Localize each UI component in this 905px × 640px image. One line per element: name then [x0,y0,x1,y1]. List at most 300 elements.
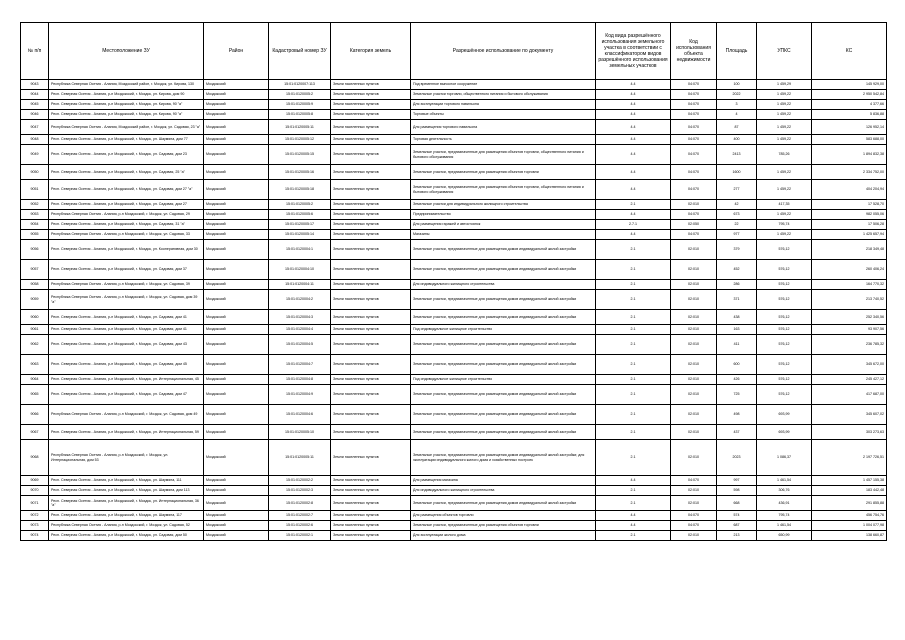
cell-use-code: 2.1 [596,310,671,325]
cell-use-code: 2.1 [596,260,671,280]
document-sheet [20,22,886,541]
cell-use-code: 4.4 [596,180,671,200]
cell-cadastral-number: 15:01:0120005:14 [269,230,331,240]
cell-number: 9062 [21,335,49,355]
cell-upks: 576,12 [757,335,812,355]
cell-cadastral-number: 15:01:0120002:3 [269,486,331,496]
cell-number: 9046 [21,110,49,120]
cell-number: 9068 [21,440,49,476]
cell-land-category: Земли населенных пунктов [331,260,411,280]
cell-ks: 213 740,52 [812,290,887,310]
cell-upks: 576,12 [757,290,812,310]
cell-object-use-code: 04:070 [671,145,717,165]
cell-district: Моздокский [204,440,269,476]
cell-number: 9052 [21,200,49,210]
cell-district: Моздокский [204,240,269,260]
cell-object-use-code: 02:010 [671,290,717,310]
cell-cadastral-number: 15:01:0120004:11 [269,280,331,290]
cell-upks: 576,12 [757,260,812,280]
cell-cadastral-number: 15:01:0120005:8 [269,110,331,120]
cell-cadastral-number: 15:01:0120004:6 [269,405,331,425]
cell-location: Респ. Северная Осетия - Алания, р-н Моздокский, г. Моздок, ул. Садовая, 25 "а" [49,165,204,180]
cell-use-code: 2.1 [596,405,671,425]
cell-use-code: 4.4 [596,230,671,240]
table-row [21,325,887,335]
cell-area: 498 [717,405,757,425]
cell-upks: 576,12 [757,280,812,290]
cell-land-category: Земли населенных пунктов [331,100,411,110]
cell-land-category: Земли населенных пунктов [331,290,411,310]
cell-permitted-use: Предпринимательство [411,210,596,220]
cell-upks: 436,91 [757,496,812,511]
cell-use-code: 4.4 [596,90,671,100]
cell-object-use-code: 04:070 [671,165,717,180]
cell-upks: 417,35 [757,200,812,210]
cell-object-use-code: 02:010 [671,405,717,425]
cell-location: Респ. Северная Осетия - Алания, р-н Моздокский, г. Моздок, ул. Кирова, дом 90 [49,90,204,100]
cell-area: 42 [717,200,757,210]
cell-area: 277 [717,180,757,200]
cell-upks: 1 459,22 [757,230,812,240]
cell-object-use-code: 04:070 [671,476,717,486]
table-row [21,120,887,135]
cell-ks: 260 406,24 [812,260,887,280]
cell-number: 9070 [21,486,49,496]
cell-permitted-use: Земельные участки, предназначенные для размещения домов индивидуальной жилой застройки [411,355,596,375]
cell-use-code: 2.1 [596,280,671,290]
table-row [21,100,887,110]
cell-permitted-use: Земельные участки, предназначенные для размещения домов индивидуальной жилой застройки; для эксплуатации индивидуального жилого дома и хозяйственных построек [411,440,596,476]
cell-district: Моздокский [204,290,269,310]
cell-location: Республика Северная Осетия - Алания, р-н Моздокский, г. Моздок, ул. Садовая, 29 [49,210,204,220]
cell-upks: 1 459,22 [757,210,812,220]
cell-area: 411 [717,335,757,355]
cell-location: Респ. Северная Осетия - Алания, р-н Моздокский, г. Моздок, ул. Интернациональная, 45 [49,375,204,385]
cell-ks: 4 377,66 [812,100,887,110]
cell-ks: 145 929,00 [812,80,887,90]
cell-cadastral-number: 15:01:0120005:11 [269,440,331,476]
cell-use-code: 4.4 [596,100,671,110]
cell-permitted-use: Земельные участки, предназначенные для размещения домов индивидуальной жилой застройки [411,405,596,425]
cell-permitted-use: Земельные участки, предназначенные для размещения домов индивидуальной жилой застройки [411,335,596,355]
cell-cadastral-number: 15:01:0120004:4 [269,325,331,335]
cell-district: Моздокский [204,220,269,230]
cell-location: Респ. Северная Осетия - Алания, р-н Моздокский, г. Моздок, ул. Садовая, дом 27 [49,200,204,210]
cell-use-code: 4.4 [596,80,671,90]
header-use-code: Код вида разрешённого использования земельного участка в соответствии с классификатором видов разрешённого использования земельных участков [596,23,671,80]
cell-area: 997 [717,476,757,486]
cell-district: Моздокский [204,425,269,440]
cell-land-category: Земли населенных пунктов [331,375,411,385]
cell-location: Республика Северная Осетия - Алания, р-н Моздокский, г. Моздок, ул. Садовая, дом 49 [49,405,204,425]
cell-ks: 345 607,02 [812,405,887,425]
cell-number: 9065 [21,385,49,405]
cell-area: 574 [717,511,757,521]
cell-number: 9069 [21,476,49,486]
cell-object-use-code: 02:010 [671,385,717,405]
cell-area: 437 [717,425,757,440]
table-row [21,476,887,486]
cell-cadastral-number: 15:01:0120004:7 [269,355,331,375]
cell-use-code: 4.4 [596,210,671,220]
cell-cadastral-number: 15:01:0120005:15 [269,145,331,165]
cell-use-code: 2.7.1 [596,220,671,230]
cell-object-use-code: 02:010 [671,280,717,290]
cell-cadastral-number: 15:01:0120005:2 [269,200,331,210]
cell-land-category: Земли населенных пунктов [331,135,411,145]
cell-upks: 1 459,22 [757,100,812,110]
cell-permitted-use: Земельные участки, предназначенные для размещения домов индивидуальной жилой застройки [411,425,596,440]
cell-upks: 576,12 [757,375,812,385]
cell-land-category: Земли населенных пунктов [331,200,411,210]
cell-area: 598 [717,486,757,496]
cell-permitted-use: Земельные участки, предназначенные для размещения домов индивидуальной жилой застройки [411,290,596,310]
cell-number: 9048 [21,135,49,145]
cell-district: Моздокский [204,110,269,120]
cell-object-use-code: 02:010 [671,355,717,375]
cell-land-category: Земли населенных пунктов [331,486,411,496]
cell-land-category: Земли населенных пунктов [331,90,411,100]
cell-area: 2022 [717,90,757,100]
cell-object-use-code: 02:010 [671,425,717,440]
cell-permitted-use: Земельные участки торговли, общественного питания и бытового обслуживания [411,90,596,100]
cell-object-use-code: 04:070 [671,210,717,220]
cell-object-use-code: 04:070 [671,511,717,521]
cell-number: 9045 [21,100,49,110]
cell-permitted-use: Земельные участки, предназначенные для размещения домов индивидуальной жилой застройки [411,310,596,325]
cell-district: Моздокский [204,486,269,496]
cell-upks: 1 459,22 [757,120,812,135]
cell-area: 600 [717,355,757,375]
cell-land-category: Земли населенных пунктов [331,310,411,325]
table-row [21,210,887,220]
cell-number: 9047 [21,120,49,135]
cell-district: Моздокский [204,165,269,180]
cell-permitted-use: Земельные участки, предназначенные для размещения домов индивидуальной жилой застройки [411,240,596,260]
cell-location: Респ. Северная Осетия - Алания, р-н Моздокский, г. Моздок, ул. Садовая, дом 45 [49,355,204,375]
cell-district: Моздокский [204,375,269,385]
cell-object-use-code: 04:070 [671,110,717,120]
cell-object-use-code: 02:010 [671,240,717,260]
cell-area: 379 [717,240,757,260]
cell-permitted-use: Земельные участки, предназначенные для размещения объектов торговли, общественного питания и бытового обслуживания [411,145,596,165]
cell-permitted-use: Для индивидуального жилищного строительства [411,280,596,290]
cell-district: Моздокский [204,100,269,110]
cell-number: 9067 [21,425,49,440]
cell-upks: 1 459,22 [757,180,812,200]
cell-location: Респ. Северная Осетия - Алания, р-н Моздокский, г. Моздок, ул. Садовая, дом 23 [49,145,204,165]
table-row [21,290,887,310]
cell-permitted-use: Торговые объекты [411,110,596,120]
cell-permitted-use: Под временное выносное сооружение [411,80,596,90]
cell-ks: 17 506,28 [812,220,887,230]
table-row [21,90,887,100]
cell-ks: 1 004 077,98 [812,521,887,531]
cell-upks: 1 459,22 [757,165,812,180]
cell-number: 9072 [21,511,49,521]
cell-location: Респ. Северная Осетия - Алания, р-н Моздокский, г. Моздок, ул. Садовая, 31 "а" [49,220,204,230]
cell-area: 3 [717,100,757,110]
cell-district: Моздокский [204,120,269,135]
cell-object-use-code: 02:010 [671,200,717,210]
cell-upks: 1 459,22 [757,135,812,145]
cell-location: Респ. Северная Осетия - Алания, р-н Моздокский, г. Моздок, ул. Садовая, дом 37 [49,260,204,280]
cell-upks: 650,99 [757,531,812,541]
cell-location: Республика Северная Осетия - Алания, р-н Моздокский, г. Моздок, ул. Садовая, 39 [49,280,204,290]
cell-district: Моздокский [204,531,269,541]
cell-object-use-code: 02:010 [671,486,717,496]
cell-district: Моздокский [204,90,269,100]
cell-permitted-use: Магазины [411,230,596,240]
cell-use-code: 2.1 [596,385,671,405]
cell-land-category: Земли населенных пунктов [331,210,411,220]
cell-number: 9058 [21,280,49,290]
cell-area: 687 [717,521,757,531]
cell-object-use-code: 02:010 [671,496,717,511]
cell-permitted-use: Для размещения магазина [411,476,596,486]
table-row [21,240,887,260]
cell-use-code: 2.1 [596,486,671,496]
cell-ks: 164 770,32 [812,280,887,290]
cell-area: 977 [717,230,757,240]
header-area: Площадь [717,23,757,80]
cell-cadastral-number: 15:01:0120005:12 [269,135,331,145]
cell-object-use-code: 04:070 [671,180,717,200]
cell-area: 213 [717,531,757,541]
cell-land-category: Земли населенных пунктов [331,220,411,230]
cell-district: Моздокский [204,385,269,405]
cell-permitted-use: Для индивидуального жилищного строительства [411,486,596,496]
cell-ks: 236 785,32 [812,335,887,355]
cell-land-category: Земли населенных пунктов [331,180,411,200]
cell-permitted-use: Для размещения объектов торговли [411,511,596,521]
cell-ks: 404 204,94 [812,180,887,200]
cell-use-code: 2.1 [596,355,671,375]
cell-land-category: Земли населенных пунктов [331,165,411,180]
cell-cadastral-number: 15:01:0120007:113 [269,80,331,90]
cell-ks: 303 273,63 [812,425,887,440]
cell-district: Моздокский [204,200,269,210]
cell-district: Моздокский [204,355,269,375]
cell-use-code: 4.4 [596,135,671,145]
cell-number: 9060 [21,310,49,325]
cell-number: 9057 [21,260,49,280]
cell-ks: 126 952,14 [812,120,887,135]
table-row [21,145,887,165]
cell-district: Моздокский [204,80,269,90]
cell-cadastral-number: 15:01:0120002:7 [269,511,331,521]
cell-ks: 1 894 832,38 [812,145,887,165]
cell-use-code: 2.1 [596,425,671,440]
cell-object-use-code: 04:070 [671,120,717,135]
cell-use-code: 4.4 [596,511,671,521]
header-upks: УПКС [757,23,812,80]
cell-cadastral-number: 15:01:0120005:10 [269,425,331,440]
cell-ks: 245 427,12 [812,375,887,385]
cell-upks: 693,99 [757,405,812,425]
cell-cadastral-number: 15:01:0120004:1 [269,240,331,260]
cell-land-category: Земли населенных пунктов [331,120,411,135]
cell-number: 9073 [21,521,49,531]
cell-use-code: 2.1 [596,290,671,310]
cell-ks: 2 334 752,00 [812,165,887,180]
cell-upks: 1 459,22 [757,110,812,120]
cell-object-use-code: 04:070 [671,80,717,90]
table-row [21,531,887,541]
cell-area: 1600 [717,165,757,180]
cell-upks: 576,12 [757,310,812,325]
cell-land-category: Земли населенных пунктов [331,405,411,425]
cell-area: 4 [717,110,757,120]
cell-area: 100 [717,80,757,90]
cell-upks: 1 086,37 [757,440,812,476]
cell-land-category: Земли населенных пунктов [331,496,411,511]
cell-land-category: Земли населенных пунктов [331,80,411,90]
cell-ks: 93 907,56 [812,325,887,335]
header-land-category: Категория земель [331,23,411,80]
cell-district: Моздокский [204,521,269,531]
cell-land-category: Земли населенных пунктов [331,476,411,486]
cell-cadastral-number: 15:01:0120004:3 [269,310,331,325]
cell-location: Респ. Северная Осетия - Алания, р-н Моздокский, г. Моздок, ул. Садовая, дом 47 [49,385,204,405]
cell-cadastral-number: 15:01:0120005:16 [269,165,331,180]
table-row [21,335,887,355]
cell-upks: 1 461,54 [757,476,812,486]
header-permitted-use: Разрешённое использование по документу [411,23,596,80]
cell-district: Моздокский [204,310,269,325]
cell-ks: 417 687,00 [812,385,887,405]
table-row [21,440,887,476]
cell-land-category: Земли населенных пунктов [331,511,411,521]
cell-permitted-use: Под индивидуальное жилищное строительство [411,325,596,335]
cell-location: Респ. Северная Осетия - Алания, р-н Моздокский, г. Моздок, ул. Кооперативная, дом 30 [49,240,204,260]
cell-object-use-code: 04:070 [671,521,717,531]
cell-district: Моздокский [204,230,269,240]
cell-district: Моздокский [204,210,269,220]
cell-object-use-code: 02:010 [671,440,717,476]
cell-ks: 291 855,88 [812,496,887,511]
cell-object-use-code: 04:070 [671,135,717,145]
cell-land-category: Земли населенных пунктов [331,240,411,260]
cell-location: Республика Северная Осетия - Алания, р-н Моздокский, г. Моздок, ул. Интернациональная, дом 53 [49,440,204,476]
cell-upks: 306,76 [757,486,812,496]
cell-location: Респ. Северная Осетия - Алания, р-н Моздокский, г. Моздок, ул. Садовая, дом 27 "а" [49,180,204,200]
cell-ks: 982 055,06 [812,210,887,220]
cell-upks: 693,99 [757,425,812,440]
cell-number: 9071 [21,496,49,511]
cell-location: Республика Северная Осетия - Алания, р-н Моздокский, г. Моздок, ул. Садовая, 52 [49,521,204,531]
cell-area: 725 [717,385,757,405]
cell-cadastral-number: 15:01:0120005:11 [269,120,331,135]
cell-ks: 5 836,88 [812,110,887,120]
cell-use-code: 4.4 [596,521,671,531]
cell-location: Республика Северная Осетия - Алания, р-н Моздокский, г. Моздок, ул. Садовая, дом 39 "а" [49,290,204,310]
cell-object-use-code: 02:010 [671,375,717,385]
table-row [21,110,887,120]
cell-area: 371 [717,290,757,310]
cell-permitted-use: Земельные участки, предназначенные для размещения объектов торговли, общественного питания и бытового обслуживания [411,180,596,200]
cell-area: 22 [717,220,757,230]
cell-land-category: Земли населенных пунктов [331,325,411,335]
cell-number: 9049 [21,145,49,165]
table-row [21,180,887,200]
cell-area: 2023 [717,440,757,476]
cell-location: Респ. Северная Осетия - Алания, р-н Моздокский, г. Моздок, ул. Шаумяна, дом 77 [49,135,204,145]
cell-ks: 252 340,56 [812,310,887,325]
table-row [21,425,887,440]
cell-ks: 2 197 726,51 [812,440,887,476]
cell-permitted-use: Земельные участки, предназначенные для размещения домов индивидуальной жилой застройки [411,385,596,405]
cell-number: 9043 [21,80,49,90]
cell-permitted-use: Земельные участки, предназначенные для размещения домов индивидуальной жилой застройки [411,260,596,280]
cell-upks: 795,74 [757,220,812,230]
cell-use-code: 2.1 [596,325,671,335]
cell-permitted-use: Для эксплуатации жилого дома [411,531,596,541]
cell-permitted-use: Земельные участки, предназначенные для размещения объектов торговли [411,165,596,180]
cell-ks: 2 950 542,84 [812,90,887,100]
cell-number: 9059 [21,290,49,310]
table-row [21,220,887,230]
cell-cadastral-number: 15:01:0120002:6 [269,521,331,531]
cell-number: 9055 [21,230,49,240]
cell-cadastral-number: 15:01:0120005:9 [269,100,331,110]
cell-district: Моздокский [204,496,269,511]
cell-district: Моздокский [204,335,269,355]
table-row [21,486,887,496]
cell-area: 87 [717,120,757,135]
cell-number: 9074 [21,531,49,541]
table-row [21,310,887,325]
cell-ks: 183 442,48 [812,486,887,496]
cell-cadastral-number: 15:01:0120004:5 [269,335,331,355]
table-header-row [21,23,887,80]
cell-area: 668 [717,496,757,511]
cell-ks: 138 660,87 [812,531,887,541]
header-ks: КС [812,23,887,80]
table-row [21,165,887,180]
cell-ks: 345 672,00 [812,355,887,375]
cell-area: 163 [717,325,757,335]
cell-object-use-code: 02:050 [671,220,717,230]
cell-object-use-code: 02:010 [671,531,717,541]
cell-cadastral-number: 15:01:0120004:9 [269,385,331,405]
cell-upks: 1 459,29 [757,80,812,90]
cell-object-use-code: 02:010 [671,260,717,280]
table-row [21,521,887,531]
cell-object-use-code: 02:010 [671,310,717,325]
cell-land-category: Земли населенных пунктов [331,145,411,165]
cell-object-use-code: 04:070 [671,100,717,110]
table-row [21,80,887,90]
cell-land-category: Земли населенных пунктов [331,230,411,240]
cell-permitted-use: Земельные участки, предназначенные для размещения домов индивидуальной жилой застройки [411,496,596,511]
cell-number: 9053 [21,210,49,220]
cell-area: 2413 [717,145,757,165]
cell-number: 9066 [21,405,49,425]
cell-cadastral-number: 15:01:0120002:1 [269,531,331,541]
cell-cadastral-number: 15:01:0120002:2 [269,476,331,486]
cell-land-category: Земли населенных пунктов [331,425,411,440]
cell-ks: 1 425 657,94 [812,230,887,240]
cell-district: Моздокский [204,145,269,165]
cell-upks: 1 461,54 [757,521,812,531]
cell-use-code: 2.1 [596,335,671,355]
cell-district: Моздокский [204,280,269,290]
cell-land-category: Земли населенных пунктов [331,280,411,290]
table-row [21,375,887,385]
land-plots-table [20,22,887,541]
cell-cadastral-number: 15:01:0120004:8 [269,375,331,385]
